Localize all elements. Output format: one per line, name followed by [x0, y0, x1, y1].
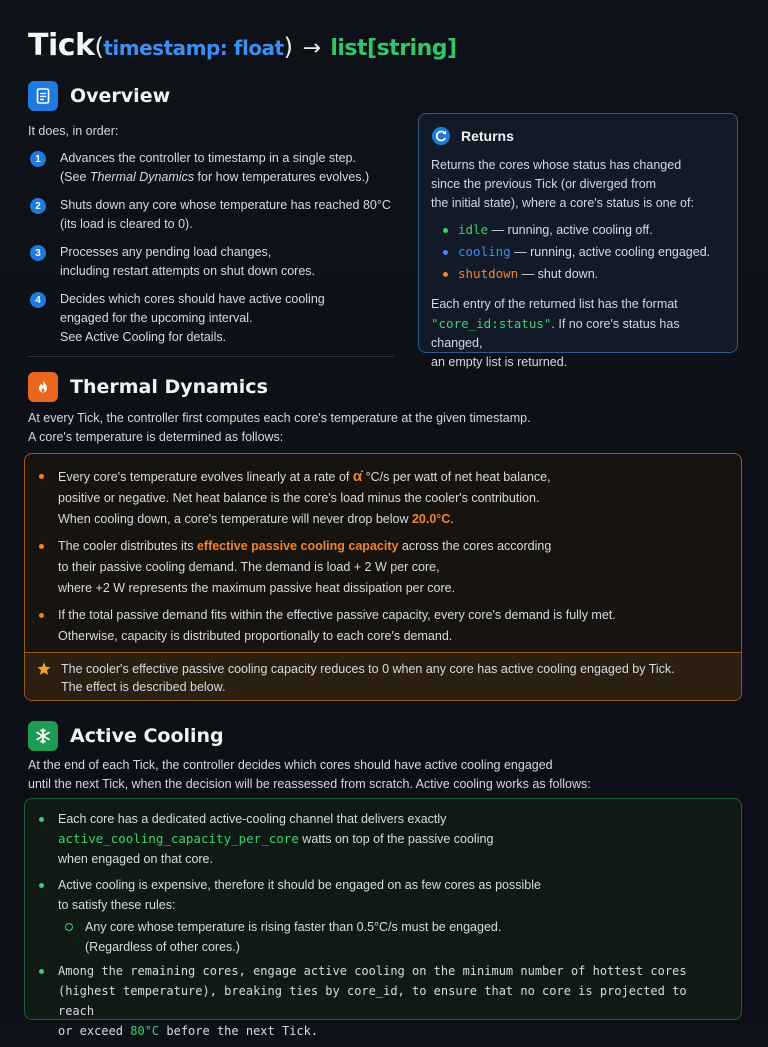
function-name: Tick: [28, 28, 95, 63]
returns-format-line: Each entry of the returned list has the format: [431, 297, 678, 311]
step-number: 2: [30, 198, 46, 214]
active-heading: Active Cooling: [70, 725, 224, 747]
thermal-note: [25, 652, 741, 700]
active-intro: [28, 756, 591, 794]
returns-desc-line: since the previous Tick (or diverged from: [431, 177, 657, 191]
active-header: [28, 721, 224, 751]
thermal-rules-box: [24, 453, 742, 701]
rule-text: Active cooling is expensive, therefore it should be engaged on as few cores as possible: [58, 878, 541, 892]
rule-text: If the total passive demand fits within the effective passive capacity, every core's demand is fully met.: [58, 608, 616, 622]
list-item: [30, 243, 410, 281]
rule-text: Among the remaining cores, engage active cooling on the minimum number of hottest cores: [58, 964, 687, 978]
returns-format-line: an empty list is returned.: [431, 355, 568, 369]
list-item: [39, 536, 727, 599]
format-code: "core_id:status": [431, 316, 552, 331]
step-number: 4: [30, 292, 46, 308]
step-text: including restart attempts on shut down cores.: [60, 264, 315, 278]
list-item: [30, 149, 410, 187]
returns-format: [431, 295, 725, 372]
snowflake-icon: [28, 721, 58, 751]
step-text: Advances the controller to timestamp in a single step.: [60, 151, 356, 165]
step-text: engaged for the upcoming interval.: [60, 311, 253, 325]
sub-bullet: [65, 923, 73, 931]
list-item: [39, 809, 727, 869]
sub-list-item: [65, 917, 727, 957]
rule-text: positive or negative. Net heat balance is the core's load minus the cooler's contribution.: [58, 491, 540, 505]
rule-text: When cooling down, a core's temperature will never drop below: [58, 512, 412, 526]
thermal-heading: Thermal Dynamics: [70, 376, 268, 398]
min-temp-value: 20.0°C: [411, 512, 451, 526]
status-desc: — running, active cooling off.: [488, 223, 653, 237]
capacity-highlight: effective passive cooling capacity: [196, 539, 399, 553]
step-number: 3: [30, 245, 46, 261]
list-item: [30, 290, 410, 347]
step-number: 1: [30, 151, 46, 167]
thermal-intro: [28, 409, 531, 447]
rule-text: (highest temperature), breaking ties by core_id, to ensure that no core is projected to reach: [58, 984, 687, 1018]
bullet-dot: [39, 969, 44, 974]
overview-steps: [30, 149, 410, 347]
active-intro-line: At the end of each Tick, the controller decides which cores should have active cooling engaged: [28, 758, 553, 772]
status-desc: — shut down.: [518, 267, 599, 281]
status-code: idle: [458, 222, 489, 237]
capacity-param: active_cooling_capacity_per_core: [58, 831, 299, 846]
parameter-signature: timestamp: float: [103, 36, 284, 60]
bullet-dot: [443, 250, 448, 255]
page-title: [28, 28, 457, 63]
returns-heading: Returns: [461, 128, 514, 144]
note-text: The cooler's effective passive cooling capacity reduces to 0 when any core has active cooling engaged by Tick.: [61, 662, 675, 676]
document-icon: [28, 81, 58, 111]
overview-intro: It does, in order:: [28, 124, 119, 138]
step-text: Processes any pending load changes,: [60, 245, 272, 259]
status-item-shutdown: [443, 263, 725, 285]
rule-text: before the next Tick.: [159, 1024, 319, 1038]
returns-desc-line: Returns the cores whose status has changed: [431, 158, 682, 172]
return-arrow: →: [302, 36, 321, 61]
list-item: [39, 466, 727, 530]
status-code: cooling: [458, 244, 511, 259]
open-paren: (: [94, 33, 104, 61]
rule-text: to satisfy these rules:: [58, 898, 176, 912]
rule-text: where +2 W represents the maximum passive heat dissipation per core.: [58, 581, 456, 595]
bullet-dot: [443, 228, 448, 233]
returns-format-line: . If no core's status has changed,: [431, 317, 680, 350]
returns-desc-line: the initial state), where a core's status is one of:: [431, 196, 694, 210]
active-rules-box: [24, 798, 742, 1038]
rule-text: Otherwise, capacity is distributed proportionally to each core's demand.: [58, 629, 453, 643]
close-paren: ): [283, 33, 293, 61]
rule-text: Every core's temperature evolves linearly at a rate of: [58, 470, 353, 484]
step-text: Shuts down any core whose temperature has reached 80°C: [60, 198, 391, 212]
thermal-intro-line: A core's temperature is determined as follows:: [28, 430, 284, 444]
rule-text: when engaged on that core.: [58, 852, 213, 866]
rule-text: .: [450, 512, 454, 526]
bullet-dot: [39, 817, 44, 822]
bullet-dot: [39, 544, 44, 549]
star-icon: [37, 662, 51, 676]
overview-header: [28, 81, 170, 111]
list-item: [39, 875, 727, 915]
return-type: list[string]: [330, 36, 457, 61]
refresh-icon: [431, 126, 451, 146]
step-text: See Active Cooling for details.: [60, 330, 227, 344]
flame-icon: [28, 372, 58, 402]
threshold-value: 80°C: [130, 1024, 160, 1038]
step-text: Decides which cores should have active cooling: [60, 292, 325, 306]
bullet-dot: [39, 474, 44, 479]
bullet-dot: [39, 883, 44, 888]
step-text: for how temperatures evolves.): [194, 170, 370, 184]
bullet-dot: [443, 272, 448, 277]
status-code: shutdown: [458, 266, 519, 281]
returns-header: [431, 126, 725, 146]
rule-text: to their passive cooling demand. The demand is load + 2 W per core,: [58, 560, 440, 574]
alpha-symbol: α̇: [352, 468, 363, 485]
status-item-cooling: [443, 241, 725, 263]
thermal-dynamics-ref: Thermal Dynamics: [89, 170, 195, 184]
rule-text: or exceed: [58, 1024, 131, 1038]
rule-text: watts on top of the passive cooling: [298, 832, 494, 846]
overview-heading: Overview: [70, 85, 171, 107]
status-desc: — running, active cooling engaged.: [510, 245, 711, 259]
thermal-intro-line: At every Tick, the controller first computes each core's temperature at the given timestamp.: [28, 411, 531, 425]
step-text: (its load is cleared to 0).: [60, 217, 193, 231]
rule-text: Each core has a dedicated active-cooling channel that delivers exactly: [58, 812, 447, 826]
returns-card: [418, 113, 738, 369]
list-item: [30, 196, 410, 234]
rule-text: The cooler distributes its: [58, 539, 197, 553]
rule-text: Any core whose temperature is rising faster than 0.5°C/s must be engaged.: [85, 920, 502, 934]
list-item: [39, 961, 727, 1041]
rule-text: across the cores according: [398, 539, 552, 553]
returns-desc: [431, 156, 725, 213]
bullet-dot: [39, 613, 44, 618]
divider: [28, 356, 394, 357]
note-text: The effect is described below.: [61, 680, 226, 694]
status-item-idle: [443, 219, 725, 241]
thermal-header: [28, 372, 268, 402]
rule-text: (Regardless of other cores.): [85, 940, 240, 954]
active-intro-line: until the next Tick, when the decision will be reassessed from scratch. Active cooling works as follows:: [28, 777, 591, 791]
step-text: (See: [60, 170, 90, 184]
status-list: [443, 219, 725, 285]
list-item: [39, 605, 727, 647]
rule-text: °C/s per watt of net heat balance,: [362, 470, 551, 484]
